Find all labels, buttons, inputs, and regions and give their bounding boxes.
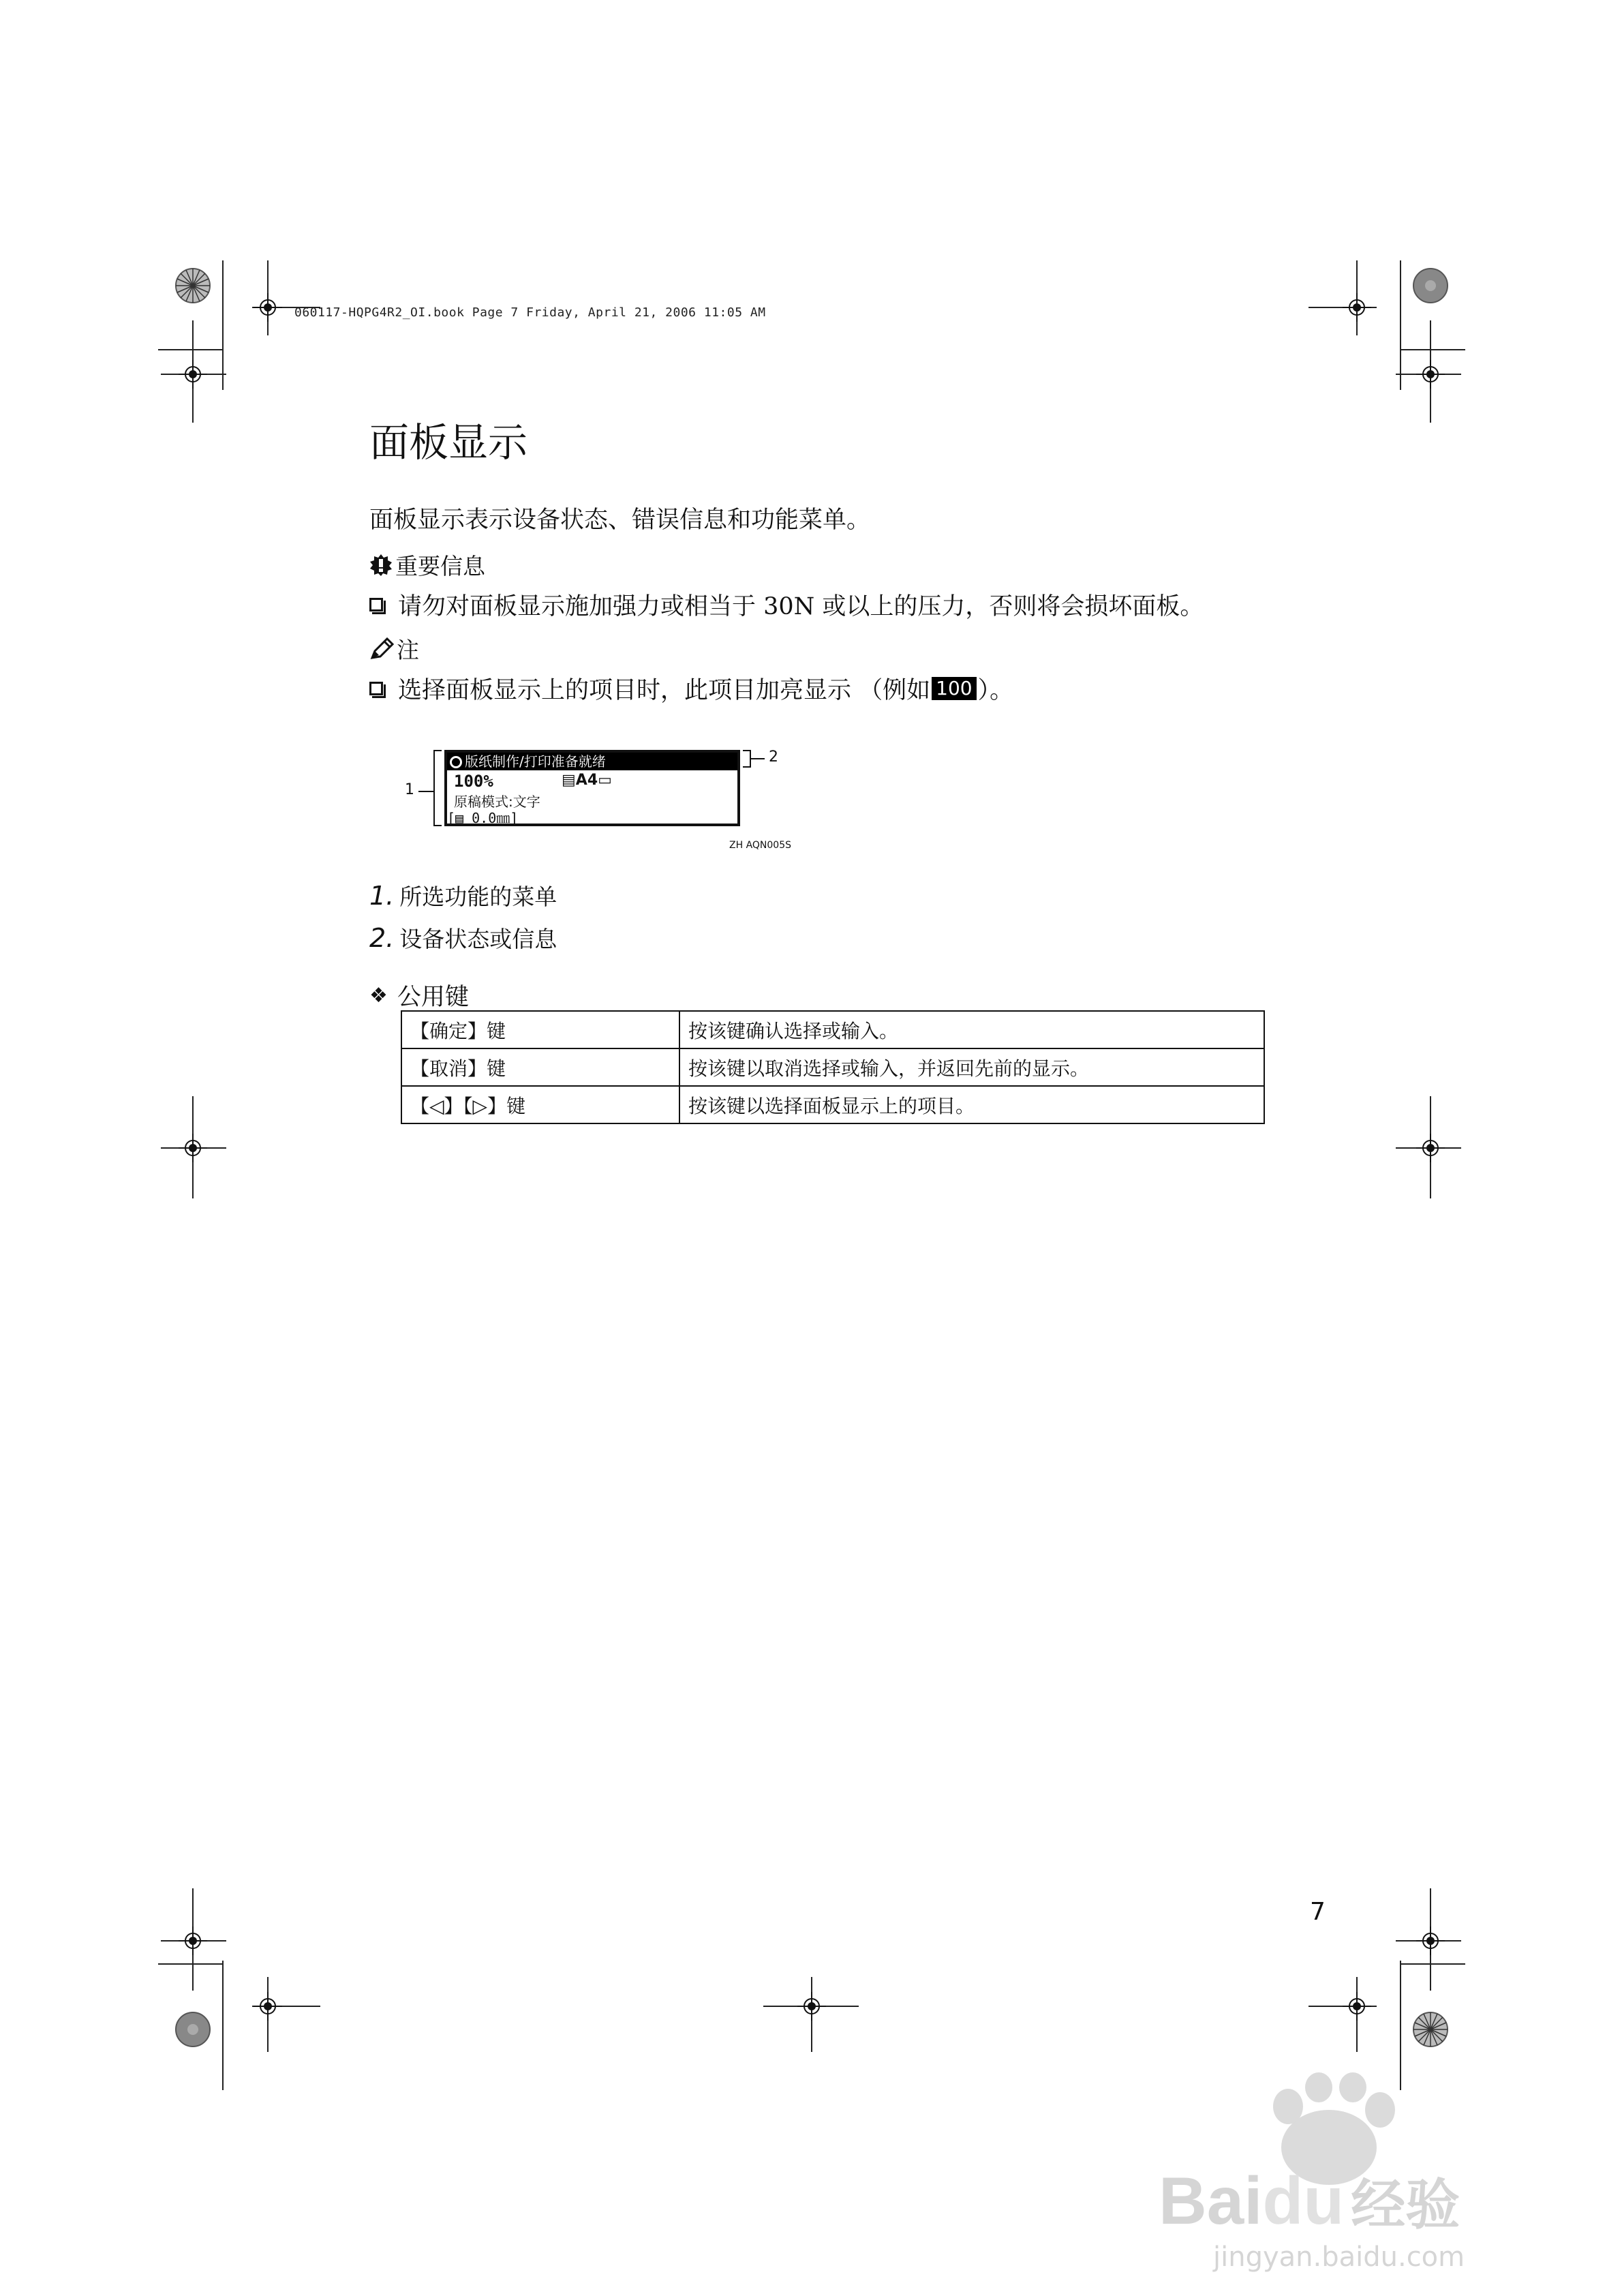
important-heading-label: 重要信息 <box>395 553 485 579</box>
crop-line <box>158 1963 222 1965</box>
desc-cell: 按该键以选择面板显示上的项目。 <box>679 1086 1264 1123</box>
page-number: 7 <box>1310 1898 1326 1926</box>
common-keys-table <box>401 1010 1265 1124</box>
key-cell: 【◁】【▷】键 <box>401 1086 679 1123</box>
callout-line <box>751 758 765 759</box>
list-item-text: 所选功能的菜单 <box>399 883 557 910</box>
registration-target-icon <box>179 1134 207 1162</box>
color-wheel-icon <box>174 267 211 304</box>
callout-bracket <box>433 750 442 826</box>
panel-line-3: 原稿模式:文字 <box>454 794 540 810</box>
checkbox-bullet-icon <box>369 682 383 695</box>
key-cell: 【确定】键 <box>401 1011 679 1048</box>
important-item <box>369 588 1204 622</box>
panel-line-1: 版纸制作/打印准备就绪 <box>465 753 606 770</box>
intro-text: 面板显示表示设备状态、错误信息和功能菜单。 <box>369 507 871 534</box>
important-item-text: 请勿对面板显示施加强力或相当于 30N 或以上的压力，否则将会损坏面板。 <box>398 593 1204 620</box>
pencil-note-icon <box>369 637 394 661</box>
watermark-brand-2: du <box>1262 2163 1345 2238</box>
callout-bracket <box>743 750 751 768</box>
registration-target-icon <box>179 360 207 389</box>
note-item <box>369 671 1013 706</box>
crop-line <box>1400 349 1465 350</box>
registration-target-icon <box>1416 360 1445 389</box>
highlight-example: 100 <box>932 677 976 700</box>
crop-line <box>1400 1961 1401 2090</box>
watermark-brand-cn: 经验 <box>1351 2175 1460 2235</box>
note-heading <box>369 633 419 665</box>
diamond-bullet-icon: ❖ <box>369 983 388 1008</box>
important-icon <box>369 554 393 577</box>
panel-status-bar <box>447 753 737 770</box>
registration-target-icon <box>797 1992 826 2021</box>
table-row <box>401 1011 1264 1048</box>
watermark-brand: Bai <box>1159 2163 1263 2238</box>
registration-target-icon <box>1416 1134 1445 1162</box>
baidu-watermark <box>1159 2072 1581 2277</box>
note-item-text: 选择面板显示上的项目时，此项目加亮显示 （例如 <box>398 677 931 704</box>
registration-target-icon <box>1416 1927 1445 1955</box>
callout-1: 1 <box>405 781 414 798</box>
checkbox-bullet-icon <box>369 598 383 611</box>
page-title: 面板显示 <box>369 419 528 466</box>
registration-target-icon <box>179 1927 207 1955</box>
registration-target-icon <box>1343 293 1371 322</box>
color-wheel-icon <box>174 2011 211 2048</box>
list-item-number: 1. <box>369 881 395 911</box>
registration-target-icon <box>254 293 282 322</box>
note-item-suffix: ）。 <box>977 677 1014 704</box>
panel-display <box>444 750 740 826</box>
crop-line <box>222 260 224 390</box>
callout-line <box>418 791 433 792</box>
key-cell: 【取消】键 <box>401 1048 679 1086</box>
common-keys-heading-label: 公用键 <box>397 984 469 1011</box>
color-wheel-icon <box>1412 267 1449 304</box>
panel-line-4: [▤ 0.0㎜] <box>447 810 519 826</box>
desc-cell: 按该键以取消选择或输入，并返回先前的显示。 <box>679 1048 1264 1086</box>
note-heading-label: 注 <box>397 637 419 663</box>
list-item-number: 2. <box>369 923 395 953</box>
crop-line <box>158 349 222 350</box>
crop-line <box>1400 1963 1465 1965</box>
watermark-url: jingyan.baidu.com <box>1213 2241 1465 2273</box>
registration-target-icon <box>1343 1992 1371 2021</box>
panel-line-2a: 100% <box>454 772 493 791</box>
crop-line <box>1400 260 1401 390</box>
table-row <box>401 1048 1264 1086</box>
desc-cell: 按该键确认选择或输入。 <box>679 1011 1264 1048</box>
callout-2: 2 <box>769 749 778 766</box>
color-wheel-icon <box>1412 2011 1449 2048</box>
book-info: 060117-HQPG4R2_OI.book Page 7 Friday, April 21, 2006 11:05 AM <box>294 305 766 320</box>
figure-code: ZH AQN005S <box>729 840 791 851</box>
status-circle-icon <box>450 756 462 768</box>
important-heading <box>369 549 485 581</box>
registration-target-icon <box>254 1992 282 2021</box>
panel-line-2b: ▤A4▭ <box>562 772 612 789</box>
list-item-text: 设备状态或信息 <box>399 926 557 952</box>
common-keys-heading <box>369 978 469 1012</box>
list-item <box>369 922 557 954</box>
crop-line <box>222 1961 224 2090</box>
list-item <box>369 879 557 911</box>
table-row <box>401 1086 1264 1123</box>
